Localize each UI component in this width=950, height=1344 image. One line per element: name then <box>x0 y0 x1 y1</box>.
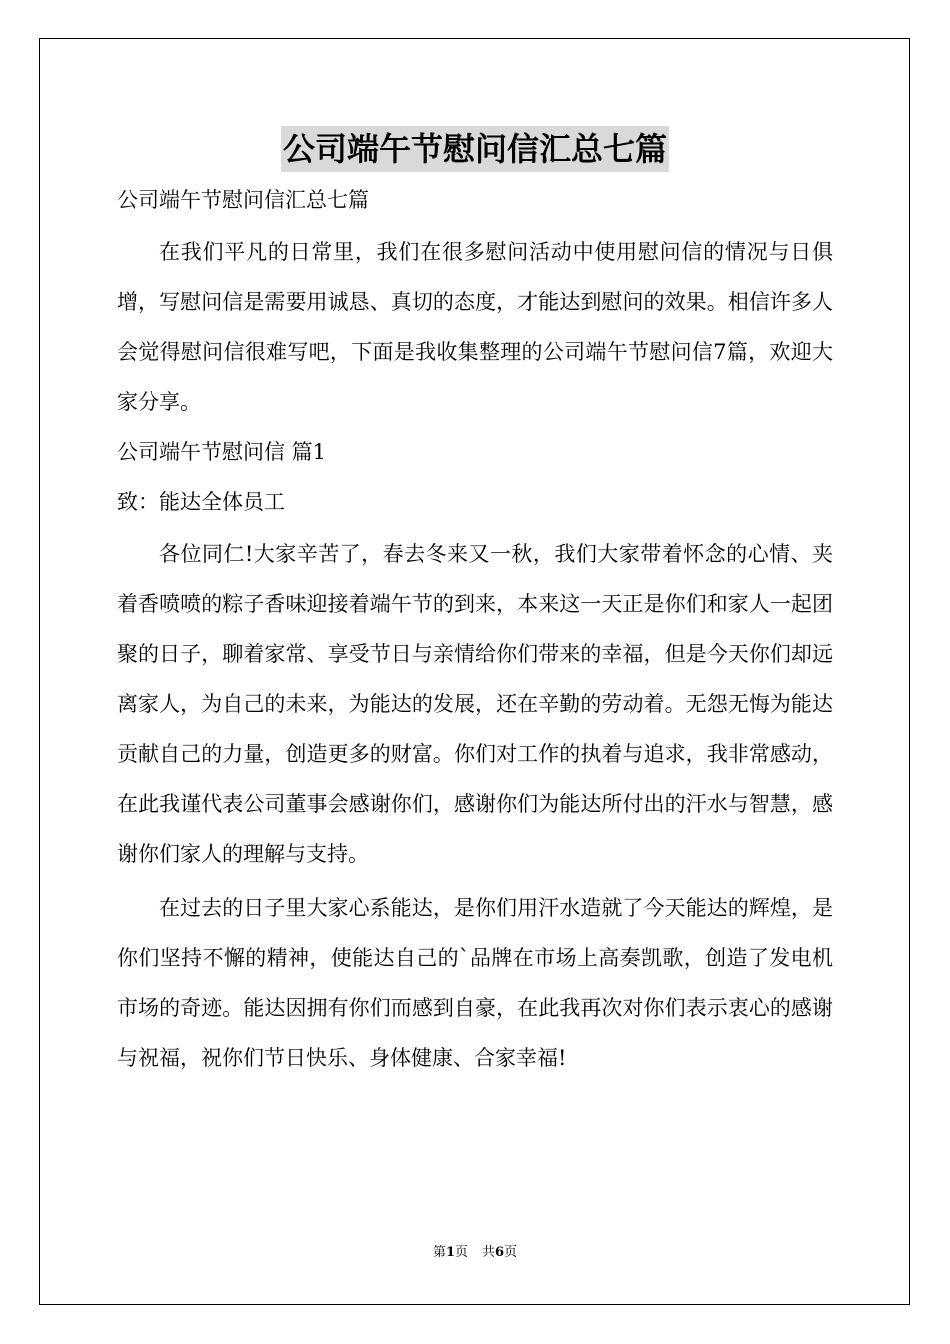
document-subtitle: 公司端午节慰问信汇总七篇 <box>117 188 369 212</box>
salutation: 致：能达全体员工 <box>117 490 285 514</box>
page-total-suffix: 页 <box>504 1245 518 1260</box>
section-heading: 公司端午节慰问信 篇1 <box>117 440 327 464</box>
document-title: 公司端午节慰问信汇总七篇 <box>281 126 669 172</box>
page-total-prefix: 共 <box>482 1245 496 1260</box>
document-body <box>117 177 833 1083</box>
page-total: 6 <box>495 1245 505 1260</box>
page-number-suffix: 页 <box>454 1245 468 1260</box>
body-paragraph-2: 在过去的日子里大家心系能达，是你们用汗水造就了今天能达的辉煌，是你们坚持不懈的精神，使能达自己的`品牌在市场上高奏凯歌，创造了发电机市场的奇迹。能达因拥有你们而感到自豪，在此我再次对你们表示衷心的感谢与祝福，祝你们节日快乐、身体健康、合家幸福! <box>117 896 833 1070</box>
body-paragraph-1: 各位同仁!大家辛苦了，春去冬来又一秋，我们大家带着怀念的心情、夹着香喷喷的粽子香味迎接着端午节的到来，本来这一天正是你们和家人一起团聚的日子，聊着家常、享受节日与亲情给你们带来的幸福，但是今天你们却远离家人，为自己的未来，为能达的发展，还在辛勤的劳动着。无怨无悔为能达贡献自己的力量，创造更多的财富。你们对工作的执着与追求，我非常感动，在此我谨代表公司董事会感谢你们，感谢你们为能达所付出的汗水与智慧，感谢你们家人的理解与支持。 <box>117 542 833 866</box>
page-number-prefix: 第 <box>432 1245 446 1260</box>
page-number-current: 1 <box>445 1245 455 1260</box>
page-footer <box>0 1243 950 1263</box>
title-container <box>0 126 950 172</box>
intro-paragraph: 在我们平凡的日常里，我们在很多慰问活动中使用慰问信的情况与日俱增，写慰问信是需要用诚恳、真切的态度，才能达到慰问的效果。相信许多人会觉得慰问信很难写吧，下面是我收集整理的公司端午节慰问信7篇，欢迎大家分享。 <box>117 240 833 414</box>
